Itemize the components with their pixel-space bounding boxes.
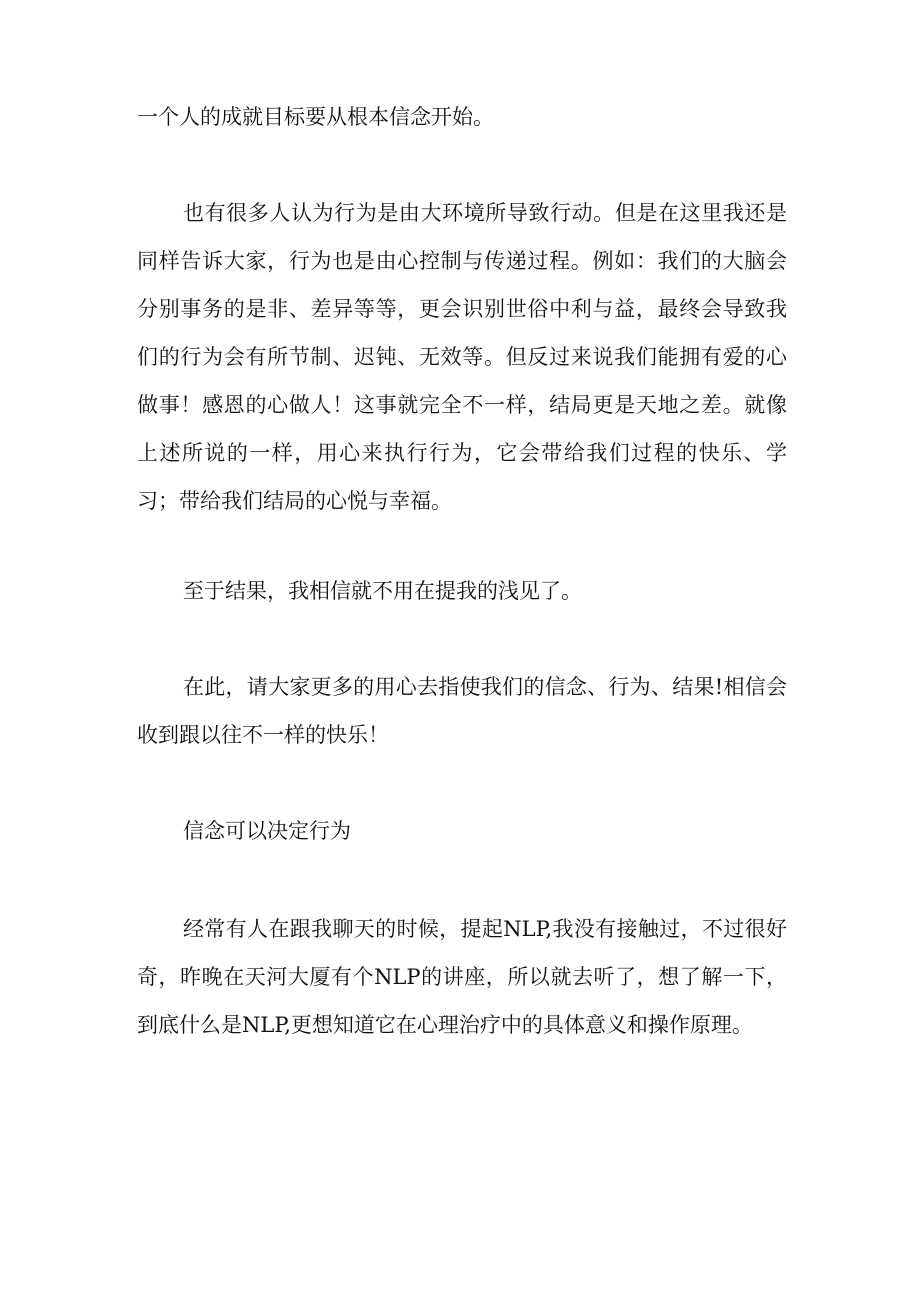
paragraph-6: 经常有人在跟我聊天的时候，提起NLP,我没有接触过，不过很好奇，昨晚在天河大厦有个NLP的讲座，所以就去听了，想了解一下，到底什么是NLP,更想知道它在心理治疗中的具体意义和操作原理。 xyxy=(137,917,787,1037)
section-heading: 信念可以决定行为 xyxy=(183,819,351,843)
paragraph-3: 至于结果，我相信就不用在提我的浅见了。 xyxy=(183,579,582,603)
paragraph-2: 也有很多人认为行为是由大环境所导致行动。但是在这里我还是同样告诉大家，行为也是由心控制与传递过程。例如：我们的大脑会分别事务的是非、差异等等，更会识别世俗中利与益，最终会导致我们的行为会有所节制、迟钝、无效等。但反过来说我们能拥有爱的心做事！感恩的心做人！这事就完全不一样，结局更是天地之差。就像上述所说的一样，用心来执行行为，它会带给我们过程的快乐、学习；带给我们结局的心悦与幸福。 xyxy=(137,201,787,513)
paragraph-1: 一个人的成就目标要从根本信念开始。 xyxy=(137,105,494,129)
paragraph-4: 在此，请大家更多的用心去指使我们的信念、行为、结果!相信会收到跟以往不一样的快乐！ xyxy=(137,675,787,747)
